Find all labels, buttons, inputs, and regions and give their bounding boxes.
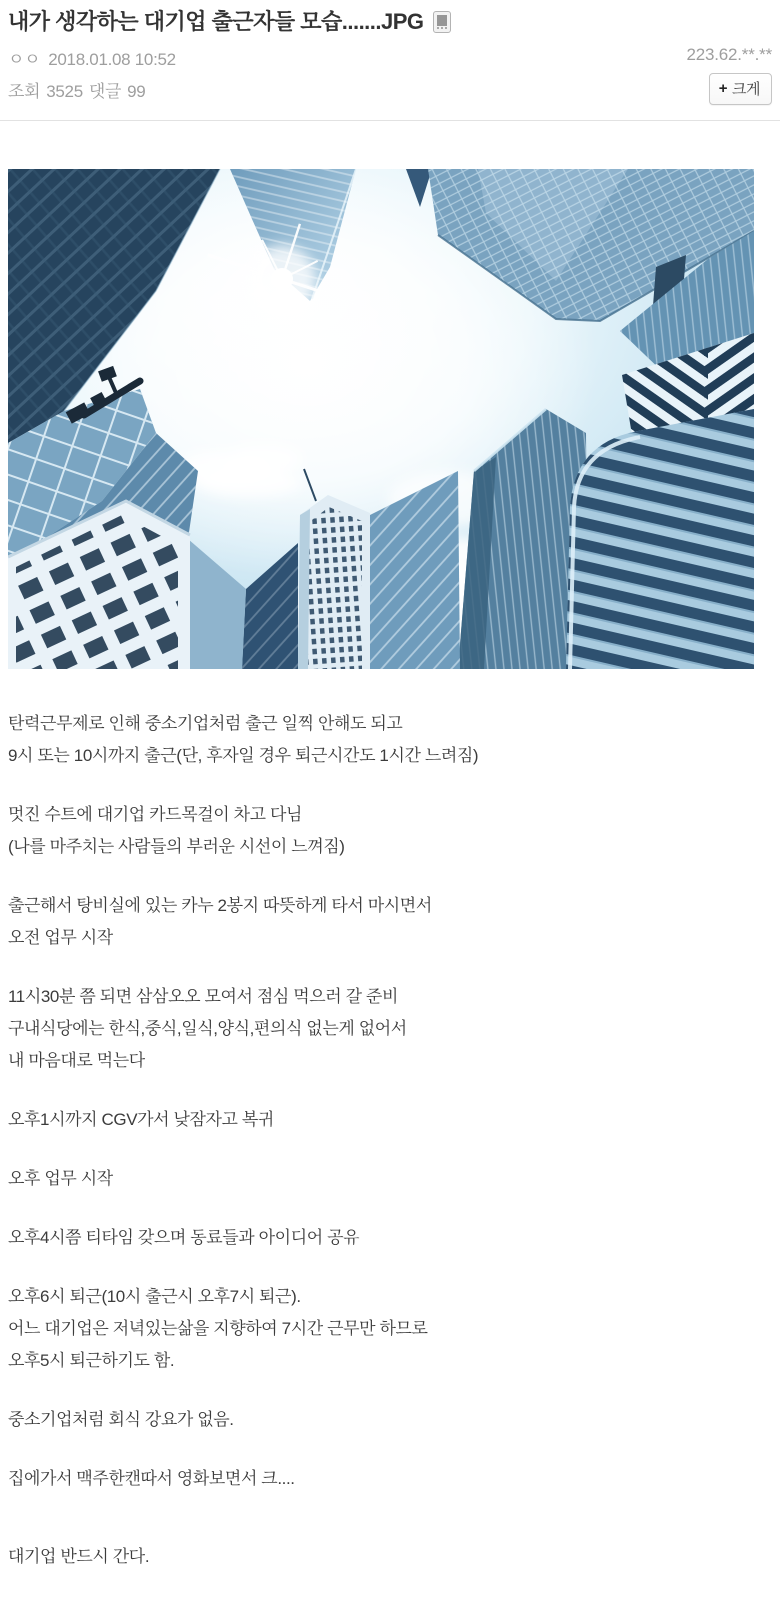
post-body — [8, 708, 772, 1573]
post-meta — [8, 45, 772, 105]
body-line: 11시30분 쯤 되면 삼삼오오 모여서 점심 먹으러 갈 준비 — [8, 987, 398, 1006]
body-line: 오후5시 퇴근하기도 함. — [8, 1351, 175, 1370]
body-line: 오후 업무 시작 — [8, 1169, 113, 1188]
body-line: 구내식당에는 한식,중식,일식,양식,편의식 없는게 없어서 — [8, 1019, 407, 1038]
body-paragraph — [8, 1281, 772, 1377]
body-paragraph — [8, 708, 772, 772]
plus-icon: + — [718, 80, 728, 97]
body-line: 대기업 반드시 간다. — [8, 1547, 150, 1566]
post-date: 2018.01.08 10:52 — [48, 50, 176, 69]
author-ip: 223.62.**.** — [686, 45, 772, 64]
post-header — [8, 0, 772, 105]
meta-right — [686, 45, 772, 105]
header-divider — [0, 120, 780, 121]
meta-left — [8, 45, 184, 105]
body-paragraph — [8, 1163, 772, 1195]
body-line: 오후1시까지 CGV가서 낮잠자고 복귀 — [8, 1110, 274, 1129]
page-title: 내가 생각하는 대기업 출근자들 모습.......JPG — [8, 9, 424, 34]
body-paragraph — [8, 981, 772, 1077]
skyscrapers-photo — [8, 169, 754, 669]
body-line: 오후4시쯤 티타임 갖으며 동료들과 아이디어 공유 — [8, 1228, 360, 1247]
image-file-icon — [433, 11, 451, 33]
title-row — [8, 8, 772, 36]
body-line: 출근해서 탕비실에 있는 카누 2봉지 따뜻하게 타서 마시면서 — [8, 896, 432, 915]
body-line: (나를 마주치는 사람들의 부러운 시선이 느껴짐) — [8, 837, 345, 856]
body-line: 탄력근무제로 인해 중소기업처럼 출근 일찍 안해도 되고 — [8, 714, 403, 733]
body-paragraph — [8, 890, 772, 954]
body-line: 오전 업무 시작 — [8, 928, 113, 947]
body-line: 멋진 수트에 대기업 카드목걸이 차고 다님 — [8, 805, 302, 824]
views-count: 3525 — [46, 82, 83, 101]
author-nickname: ㅇㅇ — [8, 50, 41, 69]
body-paragraph — [8, 799, 772, 863]
enlarge-button-label: 크게 — [732, 81, 760, 98]
body-line: 중소기업처럼 회식 강요가 없음. — [8, 1410, 234, 1429]
body-paragraph — [8, 1104, 772, 1136]
views-label: 조회 — [8, 82, 41, 101]
body-line: 집에가서 맥주한캔따서 영화보면서 크.... — [8, 1469, 295, 1488]
comments-count: 99 — [127, 82, 146, 101]
body-line: 어느 대기업은 저녁있는삶을 지향하여 7시간 근무만 하므로 — [8, 1319, 428, 1338]
body-paragraph — [8, 1541, 772, 1573]
body-paragraph — [8, 1404, 772, 1436]
post-image — [8, 169, 754, 669]
views-comments-row — [8, 77, 184, 102]
body-paragraph — [8, 1222, 772, 1254]
body-line: 오후6시 퇴근(10시 출근시 오후7시 퇴근). — [8, 1287, 301, 1306]
comments-label: 댓글 — [88, 82, 122, 101]
body-line: 9시 또는 10시까지 출근(단, 후자일 경우 퇴근시간도 1시간 느려짐) — [8, 746, 479, 765]
author-date-row — [8, 45, 184, 70]
enlarge-button[interactable] — [709, 73, 772, 105]
body-line: 내 마음대로 먹는다 — [8, 1051, 145, 1070]
body-paragraph — [8, 1463, 772, 1495]
